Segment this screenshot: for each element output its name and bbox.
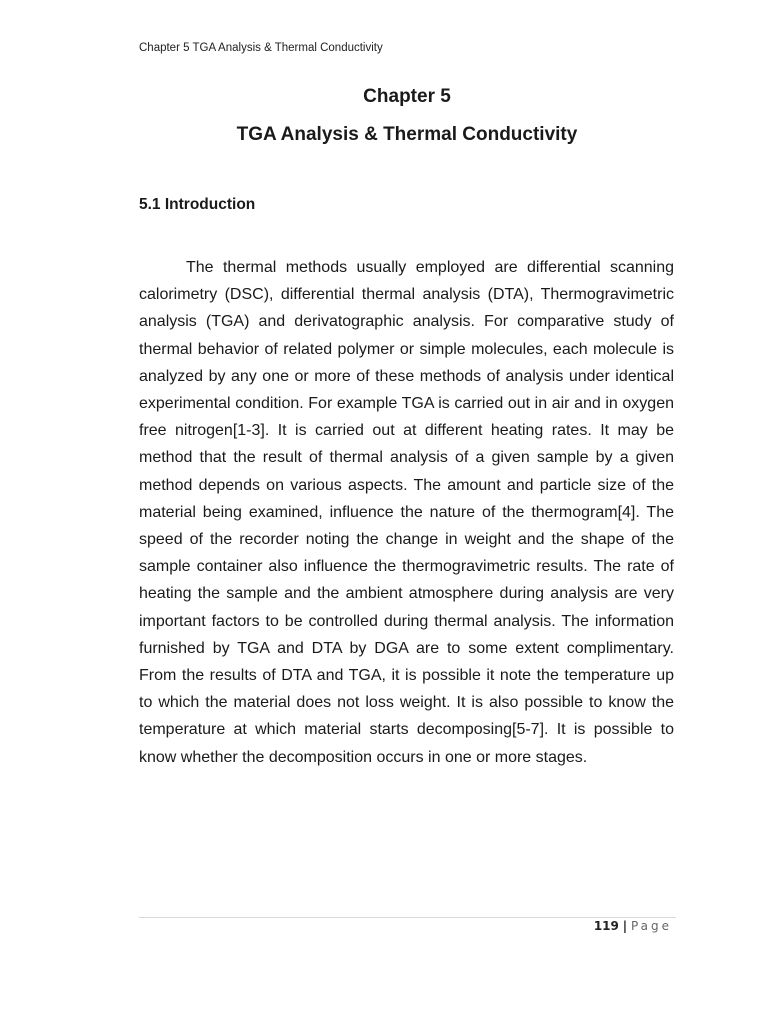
footer-divider bbox=[139, 917, 676, 918]
section-heading: 5.1 Introduction bbox=[139, 196, 256, 213]
page-footer bbox=[594, 919, 672, 933]
body-paragraph: The thermal methods usually employed are differential scanning calorimetry (DSC), differential thermal analysis (DTA), Thermogravimetric analysis (TGA) and derivatographic analysis. For comparative study of thermal behavior of related polymer or simple molecules, each molecule is analyzed by any one or more of these methods of analysis under identical experimental condition. For example TGA is carried out in air and in oxygen free nitrogen[1-3]. It is carried out at different heating rates. It may be method that the result of thermal analysis of a given sample by a given method depends on various aspects. The amount and particle size of the material being examined, influence the nature of the thermogram[4]. The speed of the recorder noting the change in weight and the shape of the sample container also influence the thermogravimetric results. The rate of heating the sample and the ambient atmosphere during analysis are very important factors to be controlled during thermal analysis. The information furnished by TGA and DTA by DGA are to some extent complimentary. From the results of DTA and TGA, it is possible it note the temperature up to which the material does not loss weight. It is also possible to know the temperature at which material starts decomposing[5-7]. It is possible to know whether the decomposition occurs in one or more stages. bbox=[139, 259, 674, 766]
running-header: Chapter 5 TGA Analysis & Thermal Conductivity bbox=[139, 42, 383, 54]
page-label: Page bbox=[630, 919, 672, 933]
page-number: 119 bbox=[593, 919, 619, 933]
chapter-number: Chapter 5 bbox=[363, 86, 451, 107]
chapter-title: TGA Analysis & Thermal Conductivity bbox=[236, 124, 578, 145]
page-separator: | bbox=[622, 919, 628, 933]
